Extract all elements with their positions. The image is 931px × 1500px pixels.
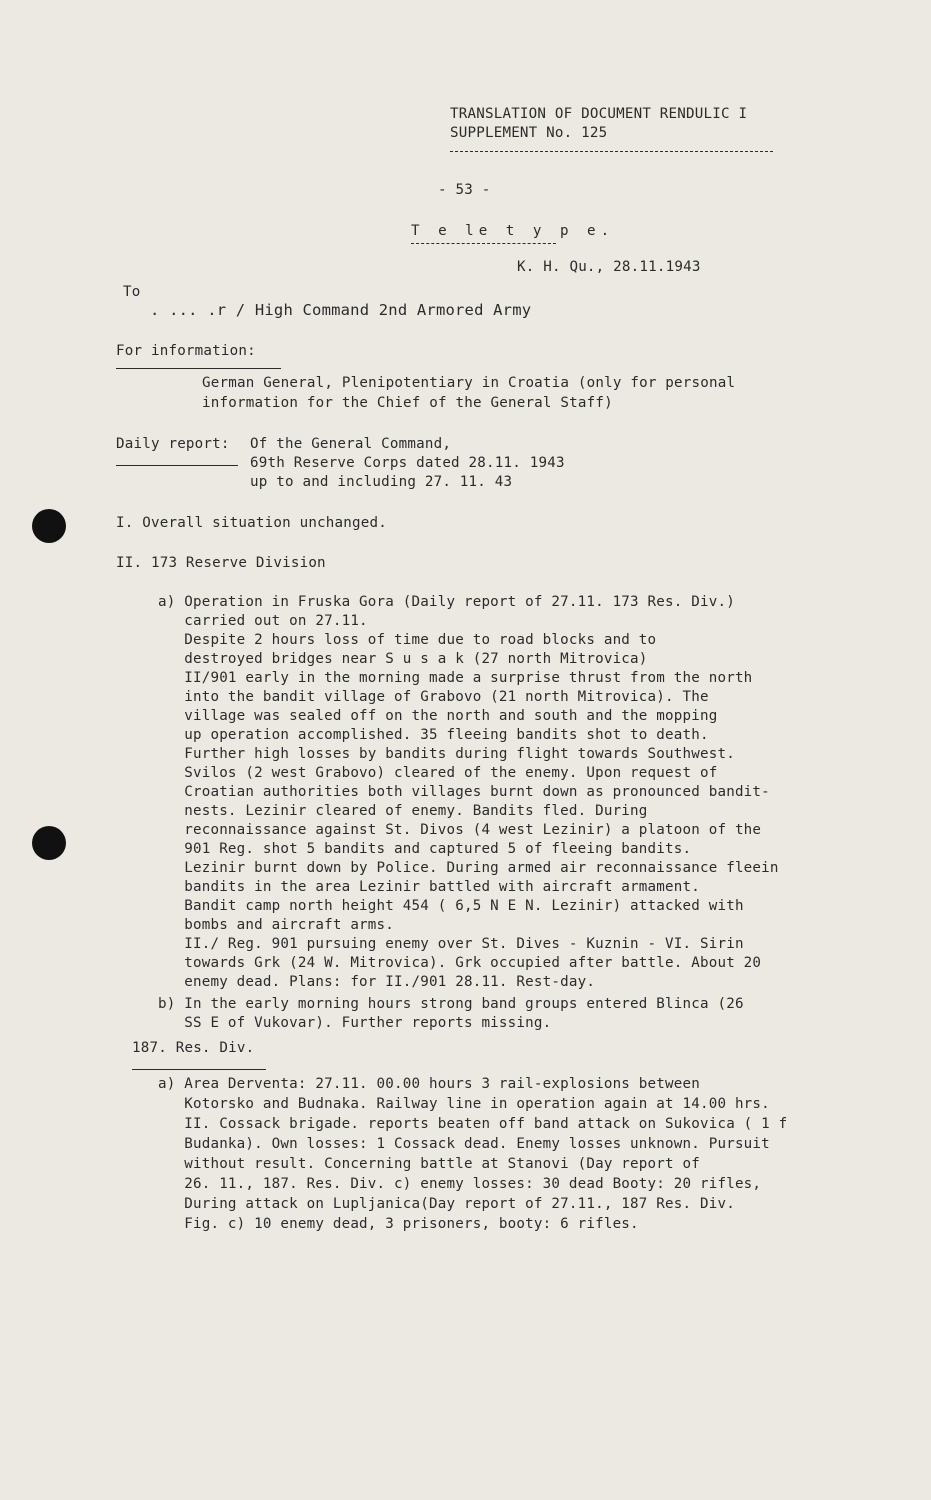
section-3-line: Kotorsko and Budnaka. Railway line in operation again at 14.00 hrs. (158, 1096, 770, 1112)
section-3-line: During attack on Lupljanica(Day report of 27.11., 187 Res. Div. (158, 1196, 735, 1212)
daily-report-line-1: Of the General Command, (250, 436, 452, 452)
section-2-line: a) Operation in Fruska Gora (Daily report of 27.11. 173 Res. Div.) (158, 594, 735, 610)
daily-report-line-2: 69th Reserve Corps dated 28.11. 1943 (250, 455, 565, 471)
section-2-line: SS E of Vukovar). Further reports missing. (158, 1015, 552, 1031)
document-type-underline (411, 243, 556, 244)
page-number: - 53 - (438, 182, 491, 198)
daily-report-line-3: up to and including 27. 11. 43 (250, 474, 513, 490)
section-3-line: 26. 11., 187. Res. Div. c) enemy losses: 30 dead Booty: 20 rifles, (158, 1176, 762, 1192)
section-2-line: Further high losses by bandits during flight towards Southwest. (158, 746, 735, 762)
section-2-line: enemy dead. Plans: for II./901 28.11. Rest-day. (158, 974, 596, 990)
punch-hole-top (32, 509, 66, 543)
info-line-1: German General, Plenipotentiary in Croatia (only for personal (202, 375, 736, 391)
section-2-line: towards Grk (24 W. Mitrovica). Grk occupied after battle. About 20 (158, 955, 762, 971)
recipient: . ... .r / High Command 2nd Armored Army (150, 301, 532, 319)
section-3-line: Fig. c) 10 enemy dead, 3 prisoners, booty: 6 rifles. (158, 1216, 639, 1232)
section-2-line: carried out on 27.11. (158, 613, 368, 629)
section-2-line: II/901 early in the morning made a surprise thrust from the north (158, 670, 753, 686)
section-2-line: Lezinir burnt down by Police. During armed air reconnaissance fleein (158, 860, 779, 876)
section-2-heading: II. 173 Reserve Division (116, 555, 326, 571)
section-3-heading: 187. Res. Div. (132, 1040, 255, 1056)
section-3-line: a) Area Derventa: 27.11. 00.00 hours 3 rail-explosions between (158, 1076, 700, 1092)
section-2-line: Bandit camp north height 454 ( 6,5 N E N. Lezinir) attacked with (158, 898, 744, 914)
daily-report-underline (116, 465, 238, 466)
section-2-line: Despite 2 hours loss of time due to road blocks and to (158, 632, 657, 648)
section-2-line: nests. Lezinir cleared of enemy. Bandits fled. During (158, 803, 648, 819)
section-2-line: up operation accomplished. 35 fleeing bandits shot to death. (158, 727, 709, 743)
section-2-line: Croatian authorities both villages burnt down as pronounced bandit- (158, 784, 770, 800)
document-type: T e le t y p e. (411, 223, 615, 239)
punch-hole-bottom (32, 826, 66, 860)
for-information-label: For information: (116, 343, 256, 359)
section-2-line: bandits in the area Lezinir battled with aircraft armament. (158, 879, 700, 895)
section-3-line: without result. Concerning battle at Stanovi (Day report of (158, 1156, 700, 1172)
section-2-line: Svilos (2 west Grabovo) cleared of the enemy. Upon request of (158, 765, 718, 781)
section-2-line: into the bandit village of Grabovo (21 north Mitrovica). The (158, 689, 709, 705)
title-line-2: SUPPLEMENT No. 125 (450, 125, 608, 141)
title-underline (450, 151, 773, 152)
section-3-underline (132, 1069, 266, 1070)
section-2-line: reconnaissance against St. Divos (4 west Lezinir) a platoon of the (158, 822, 762, 838)
section-1: I. Overall situation unchanged. (116, 515, 387, 531)
section-2-line: 901 Reg. shot 5 bandits and captured 5 of fleeing bandits. (158, 841, 692, 857)
section-2-line: bombs and aircraft arms. (158, 917, 395, 933)
section-2-line: b) In the early morning hours strong band groups entered Blinca (26 (158, 996, 744, 1012)
for-information-underline (116, 368, 281, 369)
section-3-line: II. Cossack brigade. reports beaten off band attack on Sukovica ( 1 f (158, 1116, 788, 1132)
title-line-1: TRANSLATION OF DOCUMENT RENDULIC I (450, 106, 748, 122)
section-3-line: Budanka). Own losses: 1 Cossack dead. Enemy losses unknown. Pursuit (158, 1136, 770, 1152)
to-label: To (123, 284, 141, 300)
place-date: K. H. Qu., 28.11.1943 (517, 259, 701, 275)
info-line-2: information for the Chief of the General Staff) (202, 395, 613, 411)
section-2-line: II./ Reg. 901 pursuing enemy over St. Dives - Kuznin - VI. Sirin (158, 936, 744, 952)
section-2-line: village was sealed off on the north and south and the mopping (158, 708, 718, 724)
daily-report-label: Daily report: (116, 436, 230, 452)
section-2-line: destroyed bridges near S u s a k (27 north Mitrovica) (158, 651, 648, 667)
